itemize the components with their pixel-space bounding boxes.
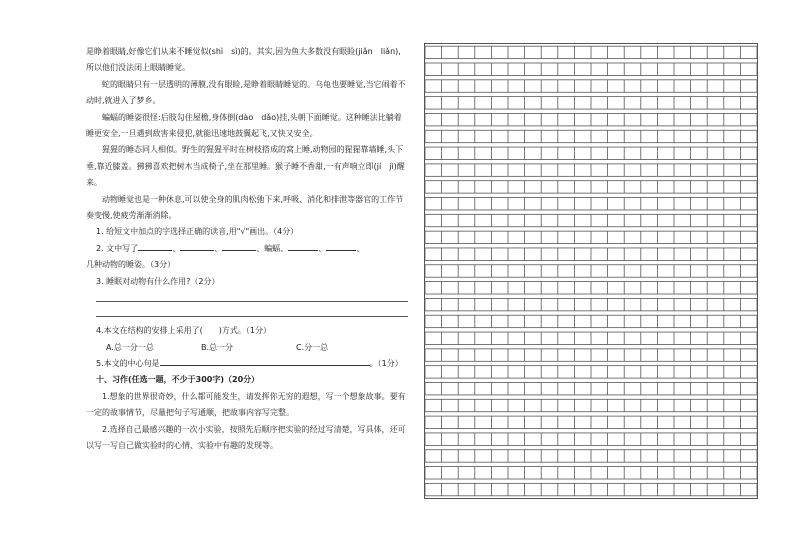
- passage-paragraph-5: 动物睡觉也是一种休息,可以使全身的肌肉松弛下来,呼吸、消化和排泄等器官的工作节奏变慢,使疲劳渐渐消除。: [86, 194, 404, 221]
- answer-blank[interactable]: [222, 241, 256, 251]
- question-5-text: 5.本文的中心句是: [96, 358, 160, 368]
- question-5: [86, 356, 408, 372]
- separator: 、: [214, 243, 223, 253]
- separator: 、: [318, 243, 327, 253]
- essay-prompt-1: 1.想象的世界很奇妙，什么都可能发生，请发挥你无穷的遐想，写一个想象故事。要有一定的故事情节，尽量把句子写通顺，把故事内容写完整。: [86, 391, 406, 418]
- answer-blank[interactable]: [160, 356, 370, 366]
- option-c[interactable]: C.分一总: [296, 342, 329, 352]
- question-4: 4.本文在结构的安排上采用了( )方式。（1分）: [96, 326, 271, 336]
- answer-blank[interactable]: [180, 241, 214, 251]
- essay-prompt-2: 2.选择自己最感兴趣的一次小实验，按照先后顺序把实验的经过写清楚，写具体，还可以写一写自己做实验时的心情、实验中有趣的发现等。: [86, 424, 406, 450]
- exam-left-column: [86, 44, 408, 454]
- answer-blank[interactable]: [138, 241, 172, 251]
- question-3: 3. 睡眠对动物有什么作用?（2分）: [96, 276, 220, 286]
- answer-blank[interactable]: [326, 241, 356, 251]
- composition-grid[interactable]: [424, 43, 758, 499]
- question-2-text: 2. 文中写了: [96, 243, 139, 253]
- option-b[interactable]: B.总一分: [201, 342, 234, 352]
- composition-grid-lines: [425, 44, 757, 498]
- separator: 、: [172, 243, 181, 253]
- question-5-points: 。（1分）: [369, 358, 403, 368]
- question-2-continued: 几种动物的睡姿。（3分）: [86, 260, 176, 270]
- section-10-title: 十、习作(任选一题，不少于300字)（20分）: [96, 375, 260, 385]
- question-4-options: [86, 340, 408, 356]
- question-1: 1. 给短文中加点的字选择正确的读音,用"√"画出。（4分）: [96, 227, 299, 237]
- separator: 、: [356, 243, 365, 253]
- passage-paragraph-1: 是睁着眼睛,好像它们从来不睡觉似(shì sì)的。其实,因为鱼大多数没有眼睑(jiǎn liǎn),所以他们没法闭上眼睛睡觉。: [86, 47, 401, 73]
- passage-paragraph-2: 蛇的眼睛只有一层透明的薄膜,没有眼睑,是睁着眼睛睡觉的。乌龟也要睡觉,当它闹着不动时,就进入了梦乡。: [86, 79, 406, 106]
- option-a[interactable]: A.总一分一总: [106, 342, 154, 352]
- answer-blank[interactable]: [288, 241, 318, 251]
- passage-paragraph-4: 猩猩的睡态同人相似。野生的猩猩平时在树枝搭成的窝上睡,动物园的猩猩靠墙睡,头下垂,靠近膝盖。狒狒喜欢把树木当成椅子,坐在那里睡。猴子睡不香甜,一有声响立即(jí jì)醒来。: [86, 145, 405, 188]
- question-2-bat: 、蝙蝠、: [256, 243, 289, 253]
- passage-paragraph-3: 蝙蝠的睡姿很怪:后肢勾住屋檐,身体倒(dào dǎo)挂,头朝下面睡觉。这种睡法比躺着睡更安全,一旦遇到敌害来侵犯,就能迅速地鼓翼起飞,又快又安全。: [86, 112, 402, 139]
- question-2: [86, 241, 408, 257]
